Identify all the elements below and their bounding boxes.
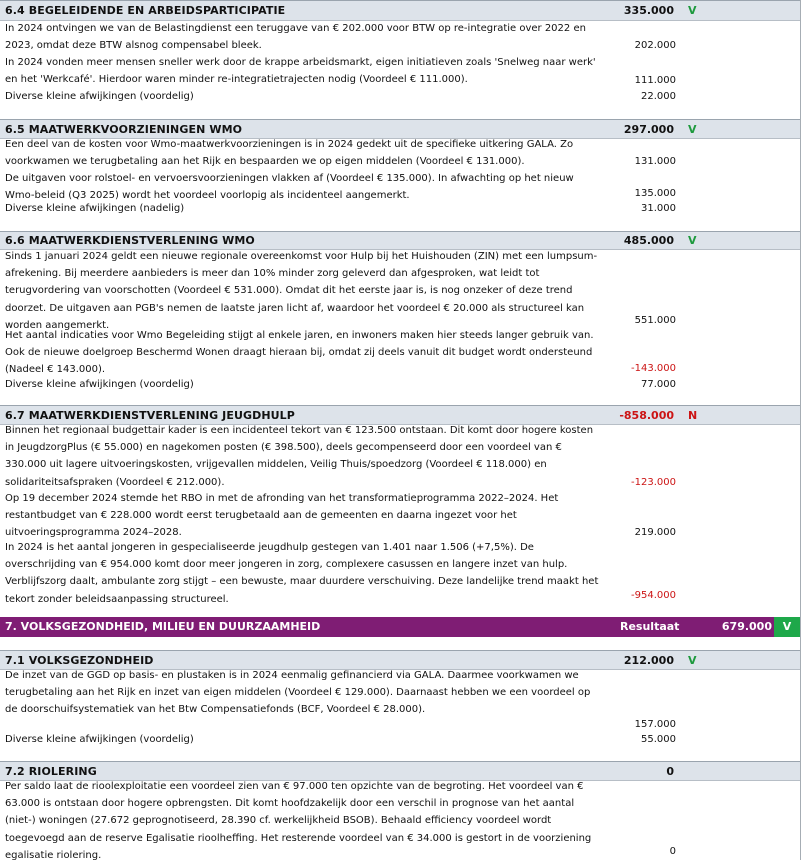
amount: 31.000 xyxy=(641,203,676,214)
section-total: 335.000 xyxy=(623,4,674,17)
positive-mark: V xyxy=(688,234,697,247)
section-paragraph: Diverse kleine afwijkingen (nadelig) xyxy=(5,203,185,214)
amount: 22.000 xyxy=(641,91,676,102)
amount: 131.000 xyxy=(634,156,676,167)
amount: 219.000 xyxy=(634,527,676,538)
amount: -954.000 xyxy=(631,590,676,601)
chapter-result-label: Resultaat xyxy=(620,620,680,633)
section-paragraph: Het aantal indicaties voor Wmo Begeleiding stijgt al enkele jaren, en inwoners maken hier steeds langer gebruik van. Ook de nieuwe doelgroep Beschermd Wonen draagt hieraan bij, omdat zij deels vanuit dit budget wordt ondersteund (Nadeel € 143.000). xyxy=(5,330,594,376)
positive-mark: V xyxy=(688,4,697,17)
amount: 111.000 xyxy=(634,75,676,86)
section-total: 485.000 xyxy=(623,234,674,247)
positive-mark: V xyxy=(688,123,697,136)
negative-mark: N xyxy=(688,409,698,422)
section-paragraph: In 2024 vonden meer mensen sneller werk door de krappe arbeidsmarkt, eigen initiatieven zoals 'Snelweg naar werk' en het 'Werkcafé'. Hierdoor waren minder re-integratietrajecten nodig (Voordeel € 111.000). xyxy=(5,57,596,86)
section-title: 6.7 MAATWERKDIENSTVERLENING JEUGDHULP xyxy=(5,409,295,422)
section-title: 6.5 MAATWERKVOORZIENINGEN WMO xyxy=(5,123,243,136)
amount: 157.000 xyxy=(634,719,676,730)
section-paragraph: Diverse kleine afwijkingen (voordelig) xyxy=(5,379,194,390)
section-paragraph: Binnen het regionaal budgettair kader is een incidenteel tekort van € 123.500 ontstaan. Dit komt door hogere kosten in JeugdzorgPlus (€ 55.000) en nagekomen posten (€ 398.500), deels gecompenseerd door een voordeel van € 330.000 uit lagere uitvoeringskosten, vrijgevallen middelen, Veilig Thuis/spoedzorg (Voordeel € 118.000) en solidariteitsafspraken (Voordeel € 212.000). xyxy=(5,425,594,488)
amount: -123.000 xyxy=(631,477,676,488)
chapter-title: 7. VOLKSGEZONDHEID, MILIEU EN DUURZAAMHEID xyxy=(5,620,321,633)
amount: 135.000 xyxy=(634,188,676,199)
section-total: 297.000 xyxy=(623,123,674,136)
section-title: 7.2 RIOLERING xyxy=(5,765,97,778)
amount: 551.000 xyxy=(634,315,676,326)
section-paragraph: Op 19 december 2024 stemde het RBO in met de afronding van het transformatieprogramma 2022–2024. Het restantbudget van € 228.000 wordt eerst terugbetaald aan de gemeenten en daarna ingezet voor het uitvoeringsprogramma 2024–2028. xyxy=(5,493,559,539)
amount: 202.000 xyxy=(634,40,676,51)
section-total: 0 xyxy=(666,765,674,778)
section-paragraph: Een deel van de kosten voor Wmo-maatwerkvoorzieningen is in 2024 gedekt uit de specifieke uitkering GALA. Zo voorkwamen we terugbetaling aan het Rijk en bespaarden we op eigen middelen (Voordeel € 131.000). xyxy=(5,139,574,168)
section-paragraph: In 2024 ontvingen we van de Belastingdienst een teruggave van € 202.000 voor BTW op re-integratie over 2022 en 2023, omdat deze BTW alsnog compensabel bleek. xyxy=(5,23,586,52)
section-paragraph: In 2024 is het aantal jongeren in gespecialiseerde jeugdhulp gestegen van 1.401 naar 1.506 (+7,5%). De overschrijding van € 954.000 komt door meer jongeren in zorg, complexere casussen en langere inzet van hulp. Verblijfszorg daalt, ambulante zorg stijgt – een bewuste, maar duurdere verschuiving. Deze landelijke trend maakt het tekort zonder beleidsaanpassing structureel. xyxy=(5,542,599,605)
amount: 77.000 xyxy=(641,379,676,390)
amount: -143.000 xyxy=(631,363,676,374)
section-paragraph: Sinds 1 januari 2024 geldt een nieuwe regionale overeenkomst voor Hulp bij het Huishouden (ZIN) met een lumpsum-afrekening. Bij meerdere aanbieders is meer dan 10% minder zorg geleverd dan afgesproken, wat leidt tot terugvordering van voorschotten (Voordeel € 531.000). Omdat dit het eerste jaar is, is nog onzeker of deze trend doorzet. De uitgaven aan PGB's nemen de laatste jaren licht af, waardoor het voordeel € 20.000 als structureel kan worden aangemerkt. xyxy=(5,251,598,331)
section-paragraph: Diverse kleine afwijkingen (voordelig) xyxy=(5,734,194,745)
positive-mark-badge: V xyxy=(774,617,800,637)
section-paragraph: De inzet van de GGD op basis- en plustaken is in 2024 eenmalig gefinancierd via GALA. Daarmee voorkwamen we terugbetaling aan het Rijk en inzet van eigen middelen (Voordeel € 129.000). Daarnaast hebben we een voordeel op de doorschuifsystematiek van het Btw Compensatiefonds (BCF, Voordeel € 28.000). xyxy=(5,670,591,716)
section-title: 6.4 BEGELEIDENDE EN ARBEIDSPARTICIPATIE xyxy=(5,4,286,17)
section-paragraph: Per saldo laat de rioolexploitatie een voordeel zien van € 97.000 ten opzichte van de begroting. Het voordeel van € 63.000 is ontstaan door hogere opbrengsten. Dit komt hoofdzakelijk door een verschil in prognose van het aantal (niet-) woningen (27.672 geprognotiseerd, 28.390 cf. werkelijkheid BSOB). Behaald efficiency voordeel wordt toegevoegd aan de reserve Egalisatie rioolheffing. Het resterende voordeel van € 34.000 is gestort in de voorziening egalisatie riolering. xyxy=(5,781,592,861)
section-total: 212.000 xyxy=(623,654,674,667)
section-title: 7.1 VOLKSGEZONDHEID xyxy=(5,654,154,667)
amount: 55.000 xyxy=(641,734,676,745)
section-total: -858.000 xyxy=(619,409,674,422)
chapter-header-7 xyxy=(0,617,800,637)
amount: 0 xyxy=(669,846,676,857)
section-title: 6.6 MAATWERKDIENSTVERLENING WMO xyxy=(5,234,255,247)
section-paragraph: De uitgaven voor rolstoel- en vervoersvoorzieningen vlakken af (Voordeel € 135.000). In afwachting op het nieuw Wmo-beleid (Q3 2025) wordt het voordeel voorlopig als incidenteel aangemerkt. xyxy=(5,173,574,202)
section-header-6-4 xyxy=(0,0,800,21)
section-paragraph: Diverse kleine afwijkingen (voordelig) xyxy=(5,91,194,102)
table-right-border xyxy=(800,0,801,860)
chapter-total: 679.000 xyxy=(721,620,772,633)
positive-mark: V xyxy=(688,654,697,667)
